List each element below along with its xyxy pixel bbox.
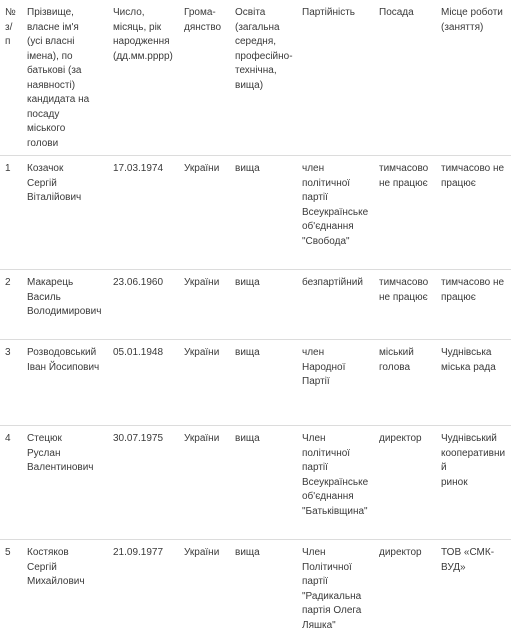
cell-citizenship: України <box>184 433 220 444</box>
cell-education: вища <box>235 163 260 174</box>
cell-workplace: тимчасово не працює <box>441 277 505 303</box>
cell-number: 5 <box>5 547 11 558</box>
header-citizenship: Грома- дянство <box>184 7 222 33</box>
cell-birth-date: 23.06.1960 <box>113 277 164 288</box>
cell-number: 3 <box>5 347 11 358</box>
cell-party: безпартійний <box>302 277 363 288</box>
header-number: № з/ п <box>5 7 16 47</box>
cell-citizenship: України <box>184 277 220 288</box>
cell-position: міський голова <box>379 347 414 373</box>
table-row <box>0 270 511 340</box>
table-row <box>0 156 511 270</box>
header-position: Посада <box>379 7 414 18</box>
cell-full-name: Стецюк Руслан Валентинович <box>27 433 94 473</box>
cell-full-name: Макарець Василь Володимирович <box>27 277 102 317</box>
cell-position: директор <box>379 547 422 558</box>
cell-education: вища <box>235 433 260 444</box>
cell-workplace: Чуднівський кооперативний ринок <box>441 433 506 488</box>
cell-education: вища <box>235 547 260 558</box>
cell-party: член Народної Партії <box>302 347 346 387</box>
header-education: Освіта (загальна середня, професійно- технічна, вища) <box>235 7 293 91</box>
cell-workplace: Чуднівська міська рада <box>441 347 496 373</box>
table-header-row <box>0 0 511 156</box>
cell-education: вища <box>235 347 260 358</box>
cell-citizenship: України <box>184 347 220 358</box>
cell-position: тимчасово не працює <box>379 163 429 189</box>
cell-birth-date: 05.01.1948 <box>113 347 164 358</box>
header-full-name: Прізвище, власне ім'я (усі власні імена), по батькові (за наявності) кандидата на посаду міського голови <box>27 7 90 149</box>
cell-number: 2 <box>5 277 11 288</box>
cell-party: Член політичної партії Всеукраїнське об'єднання "Батьківщина" <box>302 433 369 517</box>
cell-full-name: Козачок Сергій Віталійович <box>27 163 82 203</box>
cell-position: директор <box>379 433 422 444</box>
cell-workplace: тимчасово не працює <box>441 163 505 189</box>
header-party: Партійність <box>302 7 356 18</box>
table-row <box>0 426 511 540</box>
cell-number: 1 <box>5 163 11 174</box>
table-row <box>0 340 511 426</box>
cell-number: 4 <box>5 433 11 444</box>
cell-full-name: Костяков Сергій Михайлович <box>27 547 85 587</box>
cell-position: тимчасово не працює <box>379 277 429 303</box>
cell-citizenship: України <box>184 547 220 558</box>
cell-party: член політичної партії Всеукраїнське об'єднання "Свобода" <box>302 163 369 247</box>
cell-birth-date: 30.07.1975 <box>113 433 164 444</box>
header-workplace: Місце роботи (заняття) <box>441 7 503 33</box>
cell-party: Член Політичної партії "Радикальна партія Олега Ляшка" <box>302 547 362 631</box>
cell-birth-date: 21.09.1977 <box>113 547 164 558</box>
header-birth-date: Число, місяць, рік народження (дд.мм.рррр) <box>113 7 173 62</box>
cell-birth-date: 17.03.1974 <box>113 163 164 174</box>
cell-citizenship: України <box>184 163 220 174</box>
cell-education: вища <box>235 277 260 288</box>
table-row <box>0 540 511 640</box>
cell-workplace: ТОВ «СМК- ВУД» <box>441 547 495 573</box>
cell-full-name: Розводовський Іван Йосипович <box>27 347 100 373</box>
